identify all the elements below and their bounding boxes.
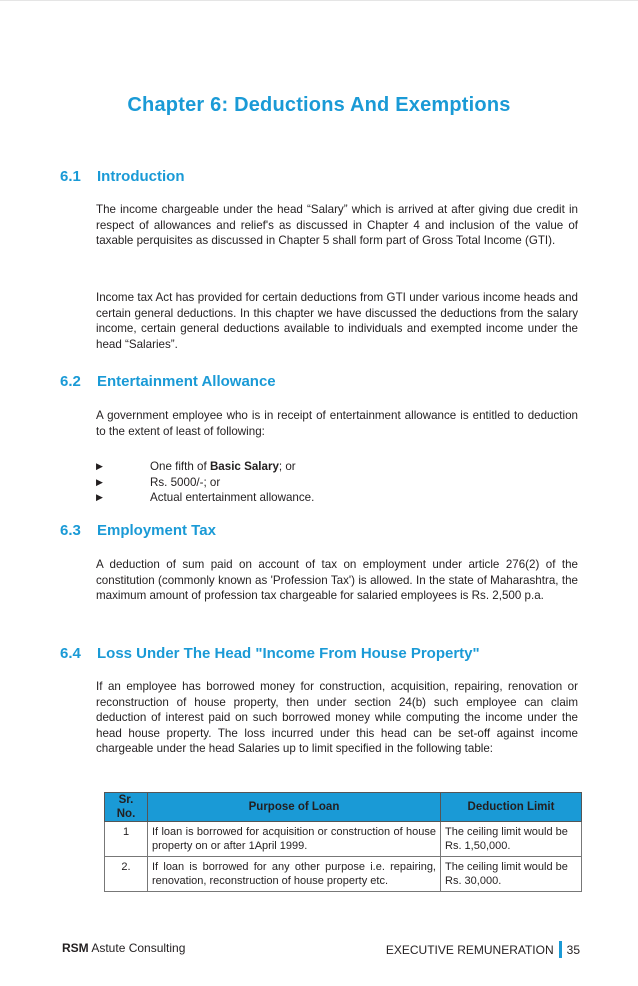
section-number: 6.4 [60,645,81,662]
cell-sr: 1 [105,822,148,857]
triangle-bullet-icon: ▶ [96,461,103,471]
entertainment-bullet-list [96,459,578,506]
section-title: Entertainment Allowance [97,373,276,390]
footer-company [62,941,185,955]
list-item [96,459,578,475]
section-name: EXECUTIVE REMUNERATION [385,942,554,957]
table-row [105,857,582,892]
loan-deduction-table [104,792,582,892]
section-heading-house-property [60,645,480,662]
entertainment-paragraph: A government employee who is in receipt of entertainment allowance is entitled to deduction to the extent of least of following: [96,409,578,438]
table-header-row [105,793,582,822]
triangle-bullet-icon: ▶ [96,476,103,487]
section-title: Employment Tax [97,522,216,539]
bullet-text: Actual entertainment allowance. [150,491,315,505]
footer-divider [559,941,562,958]
cell-purpose: If loan is borrowed for any other purpose i.e. repairing, renovation, reconstruction of house property etc. [148,857,441,892]
page-number: 35 [566,942,580,957]
bullet-bold-text: Basic Salary [209,460,279,473]
triangle-bullet-icon: ▶ [96,492,103,503]
list-item [96,490,578,506]
section-title: Introduction [97,168,185,185]
bullet-text: One fifth of [150,460,210,473]
footer-page-info [386,941,580,958]
top-bar [0,0,638,31]
section-number: 6.3 [60,522,81,539]
intro-paragraph-1: The income chargeable under the head “Salary” which is arrived at after giving due credit in respect of allowances and relief's as discussed in Chapter 4 and inclusion of the value of taxable perquisites as discussed in Chapter 5 shall form part of Gross Total Income (GTI). [96,203,578,248]
brand-logo-text: RSM [62,941,89,955]
section-heading-employment-tax [60,522,216,539]
employment-tax-paragraph: A deduction of sum paid on account of tax on employment under article 276(2) of the constitution (commonly known as 'Profession Tax') is allowed. In the state of Maharashtra, the maximum amount of profession tax chargeable for salaried employees is Rs. 2,500 p.a. [96,558,578,603]
section-title: Loss Under The Head "Income From House Property" [97,645,480,662]
section-number: 6.2 [60,373,81,390]
company-name: Astute Consulting [88,941,186,955]
cell-limit: The ceiling limit would be Rs. 30,000. [441,857,582,892]
cell-sr: 2. [105,857,148,892]
bullet-text: Rs. 5000/-; or [150,475,221,489]
section-heading-intro [60,168,184,185]
bullet-suffix: ; or [278,460,296,473]
section-number: 6.1 [60,168,81,185]
cell-limit: The ceiling limit would be Rs. 1,50,000. [441,822,582,857]
chapter-title: Chapter 6: Deductions And Exemptions [127,94,511,116]
header-purpose: Purpose of Loan [148,793,441,822]
section-heading-entertainment [60,373,276,390]
table-row [105,822,582,857]
list-item [96,475,578,491]
house-property-paragraph: If an employee has borrowed money for construction, acquisition, repairing, renovation or reconstruction of house property, then under section 24(b) such employee can claim deduction of interest paid on such borrowed money while computing the income under the head house property. The loss incurred under this head can be set-off against income chargeable under the head Salaries up to limit specified in the following table: [96,680,578,756]
header-deduction-limit: Deduction Limit [441,793,582,822]
intro-paragraph-2: Income tax Act has provided for certain deductions from GTI under various income heads and certain general deductions. In this chapter we have discussed the deductions from the salary income, certain general deductions available to individuals and exempted income under the head “Salaries”. [96,291,578,351]
header-sr-no: Sr. No. [105,793,148,822]
cell-purpose: If loan is borrowed for acquisition or construction of house property on or after 1April 1999. [148,822,441,857]
